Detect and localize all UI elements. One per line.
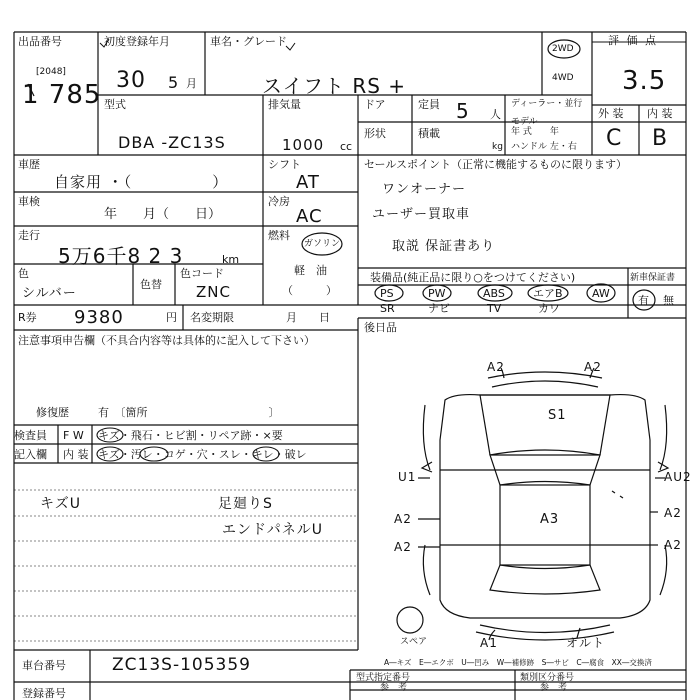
- history-label: 車歴: [18, 158, 40, 171]
- diag-a2-right-low: A2: [664, 538, 682, 552]
- diag-a2-left-mid: A2: [394, 512, 412, 526]
- remark-right-2: エンドパネルU: [222, 522, 323, 538]
- lot-number: 1 785: [22, 80, 102, 110]
- displacement-label: 排気量: [268, 98, 301, 111]
- interior-check-label: 内 装: [63, 448, 89, 461]
- sales-line-1: ワンオーナー: [382, 182, 467, 197]
- remark-right-1: 足廻りS: [218, 496, 273, 512]
- dealer-label: ディーラー・並行: [511, 99, 583, 109]
- rear-item-label: 後日品: [364, 321, 397, 334]
- notes-title: 注意事項申告欄（不具合内容等は具体的に記入して下さい）: [18, 334, 315, 347]
- inspector-label-1: 検査員: [14, 429, 47, 442]
- model-value: スイフト RS +: [262, 74, 407, 98]
- type-cert-ref: 参 考: [380, 683, 408, 693]
- name-change-value: 月 日: [286, 311, 330, 324]
- shape-label: 形状: [364, 127, 386, 140]
- displacement-value: 1000: [282, 136, 325, 154]
- diag-rear-note: オルト: [566, 636, 606, 650]
- equip-pw: PW: [428, 287, 446, 300]
- chassis-value: ZC13S-105359: [112, 655, 251, 675]
- color-change-label: 色替: [140, 278, 162, 291]
- model-year-label: モデル 年 式 年: [511, 117, 559, 137]
- color-code-label: 色コード: [180, 267, 224, 280]
- equip-navi: ナビ: [428, 302, 450, 315]
- category-ref: 参 考: [540, 683, 568, 693]
- first-reg-year: 30: [116, 68, 146, 93]
- first-reg-month: 5: [168, 73, 180, 92]
- ac-label: 冷房: [268, 195, 290, 208]
- exterior-value: C: [606, 126, 623, 151]
- load-label: 積載: [418, 127, 440, 140]
- category-label: 類別区分番号: [520, 673, 575, 683]
- ac-value: AC: [296, 206, 323, 227]
- interior-value: B: [652, 126, 669, 151]
- type-value: DBA -ZC13S: [118, 133, 226, 152]
- displacement-unit: cc: [340, 140, 353, 153]
- equip-aw: AW: [592, 287, 610, 300]
- diag-s1: S1: [548, 408, 567, 423]
- drive-4wd: 4WD: [552, 73, 574, 83]
- new-cert-yes: 有: [638, 294, 649, 307]
- new-cert-label: 新車保証書: [630, 273, 676, 283]
- inspection-label: 車検: [18, 195, 40, 208]
- registration-label: 登録番号: [22, 687, 66, 700]
- diag-a1: A1: [480, 636, 498, 650]
- ticket-value: 9380: [74, 307, 124, 328]
- inspector-label-2: 記入欄: [14, 448, 47, 461]
- equip-sr: SR: [380, 302, 395, 315]
- shift-label: シフト: [268, 158, 301, 171]
- sales-line-3: 取説 保証書あり: [392, 239, 496, 254]
- mileage-label: 走行: [18, 229, 40, 242]
- type-label: 型式: [104, 98, 126, 111]
- color-label: 色: [18, 267, 29, 280]
- fuel-other: （ ）: [282, 284, 337, 297]
- seats-label: 定員: [418, 98, 440, 111]
- diag-a2-left-low: A2: [394, 540, 412, 554]
- lot-sub-label: [2048]: [36, 67, 66, 77]
- color-code-value: ZNC: [196, 283, 231, 301]
- history-value: 自家用 ・（ ）: [54, 173, 229, 191]
- equip-leather: カワ: [538, 302, 560, 315]
- diag-u1: U1: [398, 470, 417, 484]
- color-value: シルバー: [22, 286, 77, 301]
- chassis-label: 車台番号: [22, 659, 66, 672]
- car-diagram: [397, 368, 668, 640]
- seats-unit: 人: [490, 108, 501, 121]
- fw-label: F W: [63, 429, 84, 442]
- spare-label: スペア: [400, 637, 428, 647]
- new-cert-no: 無: [663, 294, 674, 307]
- load-unit: kg: [492, 142, 503, 152]
- door-label: ドア: [364, 98, 386, 111]
- fuel-diesel: 軽 油: [294, 264, 327, 277]
- handle-label: ハンドル 左・右: [511, 142, 577, 152]
- equip-airbag: エアB: [533, 287, 563, 300]
- name-change-label: 名変期限: [190, 311, 234, 324]
- mileage-value: 5万6千8 2 3: [58, 244, 184, 268]
- diag-a2-right-mid: A2: [664, 506, 682, 520]
- diag-a2-front-left: A2: [487, 360, 505, 374]
- shift-value: AT: [296, 172, 320, 193]
- equipment-circles: [375, 284, 655, 310]
- repair-label: 修復歴: [36, 406, 69, 419]
- ticket-label: R券: [18, 311, 37, 324]
- interior-items: キズ・汚レ・コゲ・穴・スレ・キレ・破レ: [98, 448, 307, 461]
- type-cert-label: 型式指定番号: [356, 673, 411, 683]
- fuel-gasoline: ガソリン: [304, 239, 341, 249]
- damage-legend: A―キズ E―エクボ U―凹み W―補修跡 S―サビ C―腐食 XX―交換済: [384, 658, 652, 667]
- grade-value: 3.5: [622, 66, 667, 96]
- exterior-label: 外 装: [598, 107, 624, 120]
- seats-value: 5: [456, 99, 470, 123]
- first-reg-label: 初度登録年月: [104, 35, 170, 48]
- equip-abs: ABS: [483, 287, 505, 300]
- grade-label: 評 価 点: [608, 34, 658, 47]
- diag-a2-front-right: A2: [584, 360, 602, 374]
- equip-tv: TV: [487, 302, 502, 315]
- equip-ps: PS: [380, 287, 394, 300]
- fw-items: キズ・飛石・ヒビ割・リペア跡・×要: [98, 429, 283, 442]
- sales-title: セールスポイント（正常に機能するものに限ります）: [364, 158, 628, 171]
- inspection-value: 年 月（ 日）: [104, 207, 222, 222]
- diag-au2: AU2: [664, 470, 692, 484]
- interior-label: 内 装: [647, 107, 673, 120]
- equipment-title: 装備品(純正品に限り○をつけてください): [370, 271, 576, 284]
- repair-value: 有 〔箇所 〕: [98, 406, 280, 419]
- diag-a3: A3: [540, 512, 560, 527]
- first-reg-month-unit: 月: [186, 77, 197, 90]
- mileage-unit: km: [222, 253, 240, 266]
- model-label: 車名・グレード: [210, 35, 287, 48]
- ticket-unit: 円: [166, 311, 177, 324]
- fuel-label: 燃料: [268, 229, 290, 242]
- remark-left: キズU: [40, 496, 81, 512]
- lot-label: 出品番号: [18, 35, 62, 48]
- drive-2wd: 2WD: [552, 44, 574, 54]
- sales-line-2: ユーザー買取車: [372, 207, 471, 222]
